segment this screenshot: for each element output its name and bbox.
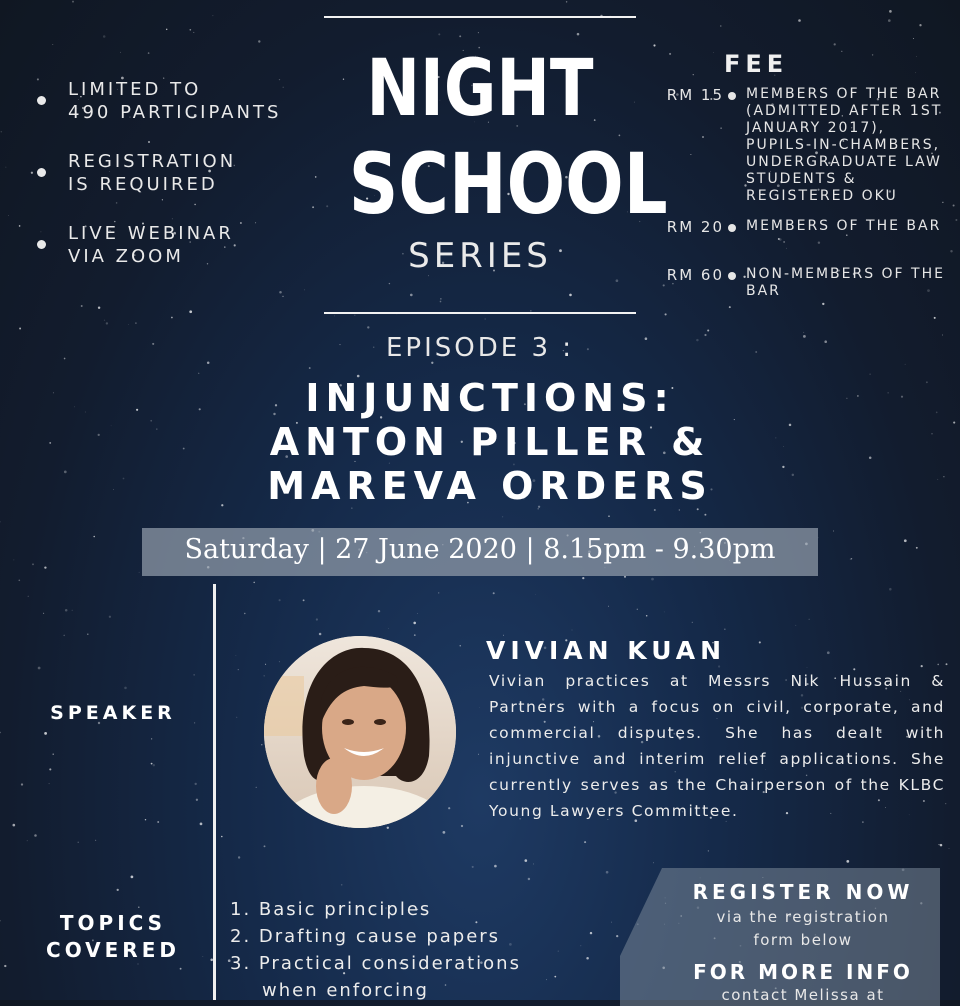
star-dot xyxy=(569,294,572,297)
topics-label: TOPICS COVERED xyxy=(30,910,196,964)
fee-description: MEMBERS OF THE BAR (ADMITTED AFTER 1ST JANUARY 2017), PUPILS-IN-CHAMBERS, UNDERGRADUATE LAW STUDENTS & REGISTERED OKU xyxy=(746,86,958,205)
star-dot xyxy=(49,783,50,784)
star-dot xyxy=(27,840,28,841)
star-dot xyxy=(872,54,873,55)
star-dot xyxy=(195,783,197,785)
section-divider xyxy=(213,584,216,1000)
title-top-rule xyxy=(324,16,636,18)
star-dot xyxy=(28,596,29,597)
star-dot xyxy=(120,52,121,53)
star-dot xyxy=(916,547,918,549)
list-item: 2. Drafting cause papers xyxy=(230,923,560,950)
star-dot xyxy=(151,763,153,765)
star-dot xyxy=(946,663,948,665)
star-dot xyxy=(945,803,946,804)
star-dot xyxy=(354,315,355,316)
star-dot xyxy=(388,628,389,629)
bullet-dot xyxy=(728,224,736,232)
star-dot xyxy=(590,932,592,934)
star-dot xyxy=(31,172,33,174)
star-dot xyxy=(654,509,656,511)
star-dot xyxy=(135,322,137,324)
star-dot xyxy=(913,38,914,39)
star-dot xyxy=(611,922,612,923)
star-dot xyxy=(448,807,450,809)
star-dot xyxy=(939,844,940,845)
star-dot xyxy=(265,664,266,665)
star-dot xyxy=(87,633,88,634)
star-dot xyxy=(194,722,195,723)
star-dot xyxy=(166,29,167,30)
star-dot xyxy=(180,968,182,970)
star-dot xyxy=(221,836,223,838)
star-dot xyxy=(566,1,567,2)
star-dot xyxy=(244,613,245,614)
star-dot xyxy=(124,687,127,690)
star-dot xyxy=(253,582,255,584)
star-dot xyxy=(316,618,318,620)
star-dot xyxy=(38,667,41,670)
star-dot xyxy=(809,619,810,620)
info-item-webinar: LIVE WEBINAR VIA ZOOM xyxy=(36,222,336,268)
event-info-list xyxy=(36,78,336,294)
star-dot xyxy=(0,920,1,921)
bullet-dot xyxy=(728,272,736,280)
star-dot xyxy=(679,509,680,510)
title-bottom-rule xyxy=(324,312,636,314)
star-dot xyxy=(44,732,47,735)
star-dot xyxy=(846,860,849,863)
info-item-registration: REGISTRATION IS REQUIRED xyxy=(36,150,336,196)
star-dot xyxy=(586,957,589,960)
star-dot xyxy=(43,613,44,614)
star-dot xyxy=(795,625,796,626)
star-dot xyxy=(18,579,20,581)
star-dot xyxy=(128,324,129,325)
star-dot xyxy=(303,599,305,601)
star-dot xyxy=(196,799,198,801)
star-dot xyxy=(479,707,480,708)
star-dot xyxy=(949,848,950,849)
star-dot xyxy=(759,641,761,643)
register-instructions: via the registration form below xyxy=(660,906,946,952)
star-dot xyxy=(485,319,486,320)
star-dot xyxy=(198,373,199,374)
star-dot xyxy=(282,296,283,297)
star-dot xyxy=(697,508,699,510)
star-dot xyxy=(236,717,237,718)
star-dot xyxy=(651,578,654,581)
star-dot xyxy=(309,367,311,369)
star-dot xyxy=(921,665,923,667)
star-dot xyxy=(528,878,530,880)
star-dot xyxy=(690,154,691,155)
star-dot xyxy=(397,314,398,315)
star-dot xyxy=(139,572,140,573)
star-dot xyxy=(646,615,648,617)
star-dot xyxy=(109,616,111,618)
bullet-dot xyxy=(728,92,736,100)
star-dot xyxy=(783,241,784,242)
star-dot xyxy=(193,32,194,33)
star-dot xyxy=(72,1,74,3)
star-dot xyxy=(389,283,390,284)
star-dot xyxy=(367,326,369,328)
star-dot xyxy=(692,622,693,623)
star-dot xyxy=(533,863,534,864)
star-dot xyxy=(104,320,105,321)
star-dot xyxy=(279,661,280,662)
star-dot xyxy=(834,43,836,45)
speaker-avatar xyxy=(264,636,456,828)
star-dot xyxy=(818,241,820,243)
star-dot xyxy=(535,594,536,595)
star-dot xyxy=(410,294,413,297)
star-dot xyxy=(606,871,609,874)
fee-price: RM 20 xyxy=(654,218,724,236)
more-info-heading: FOR MORE INFO xyxy=(660,960,946,984)
star-dot xyxy=(1,131,2,132)
star-dot xyxy=(279,599,281,601)
star-dot xyxy=(138,907,139,908)
star-dot xyxy=(378,610,380,612)
star-dot xyxy=(713,52,714,53)
star-dot xyxy=(261,744,262,745)
star-dot xyxy=(653,44,655,46)
star-dot xyxy=(4,965,6,967)
star-dot xyxy=(343,79,344,80)
star-dot xyxy=(888,19,891,22)
star-dot xyxy=(6,167,7,168)
star-dot xyxy=(934,317,936,319)
star-dot xyxy=(634,102,635,103)
star-dot xyxy=(472,866,474,868)
star-dot xyxy=(8,215,9,216)
star-dot xyxy=(786,248,787,249)
contact-text: contact Melissa at xyxy=(660,986,946,1004)
star-dot xyxy=(19,328,21,330)
star-dot xyxy=(493,592,495,594)
list-item: 1. Basic principles xyxy=(230,896,560,923)
star-dot xyxy=(778,238,780,240)
star-dot xyxy=(577,33,580,36)
star-dot xyxy=(798,19,801,22)
star-dot xyxy=(443,831,446,834)
star-dot xyxy=(653,862,654,863)
star-dot xyxy=(608,606,609,607)
star-dot xyxy=(438,33,440,35)
star-dot xyxy=(103,35,106,38)
star-dot xyxy=(189,29,191,31)
star-dot xyxy=(919,24,921,26)
star-dot xyxy=(52,44,53,45)
star-dot xyxy=(21,783,23,785)
star-dot xyxy=(580,945,581,946)
star-dot xyxy=(98,306,100,308)
list-item: 3. Practical considerations xyxy=(230,950,560,977)
star-dot xyxy=(189,310,192,313)
star-dot xyxy=(44,566,46,568)
star-dot xyxy=(200,823,203,826)
date-time-text: Saturday | 27 June 2020 | 8.15pm - 9.30pm xyxy=(142,534,818,565)
star-dot xyxy=(256,787,257,788)
star-dot xyxy=(665,313,667,315)
star-dot xyxy=(151,738,152,739)
speaker-portrait-icon xyxy=(264,636,456,828)
star-dot xyxy=(889,10,892,13)
title-school: SCHOOL xyxy=(349,142,611,226)
star-dot xyxy=(724,629,725,630)
star-dot xyxy=(131,876,134,879)
star-dot xyxy=(95,840,96,841)
speaker-bio: Vivian practices at Messrs Nik Hussain & Partners with a focus on civil, corporate, and commercial disputes. She has dealt with injunctive and interim relief applications. She currently serves as the Chairperson of the KLBC Young Lawyers Committee. xyxy=(489,668,945,824)
star-dot xyxy=(387,827,389,829)
star-dot xyxy=(413,622,416,625)
fee-description: MEMBERS OF THE BAR xyxy=(746,218,958,235)
star-dot xyxy=(637,609,638,610)
star-dot xyxy=(693,74,694,75)
fee-heading: FEE xyxy=(724,50,788,78)
star-dot xyxy=(702,136,704,138)
star-dot xyxy=(13,824,16,827)
star-dot xyxy=(440,298,441,299)
star-dot xyxy=(537,508,539,510)
star-dot xyxy=(889,588,892,591)
star-dot xyxy=(608,515,610,517)
star-dot xyxy=(904,539,907,542)
star-dot xyxy=(417,613,418,614)
star-dot xyxy=(414,634,416,636)
star-dot xyxy=(171,317,173,319)
title-night: NIGHT xyxy=(349,50,611,128)
star-dot xyxy=(34,834,37,837)
star-dot xyxy=(822,303,824,305)
star-dot xyxy=(704,514,706,516)
fee-description: NON-MEMBERS OF THE BAR xyxy=(746,266,958,300)
star-dot xyxy=(264,845,266,847)
star-dot xyxy=(19,225,21,227)
episode-label: EPISODE 3 : xyxy=(0,333,960,363)
star-dot xyxy=(708,850,709,851)
star-dot xyxy=(53,754,54,755)
star-dot xyxy=(117,889,119,891)
fee-price: RM 60 xyxy=(654,266,724,284)
star-dot xyxy=(145,819,146,820)
star-dot xyxy=(78,842,79,843)
star-dot xyxy=(851,558,852,559)
star-dot xyxy=(14,560,15,561)
star-dot xyxy=(502,516,503,517)
star-dot xyxy=(238,856,240,858)
star-dot xyxy=(106,322,108,324)
star-dot xyxy=(905,364,906,365)
star-dot xyxy=(461,825,463,827)
star-dot xyxy=(720,127,721,128)
star-dot xyxy=(148,52,150,54)
star-dot xyxy=(65,609,68,612)
star-dot xyxy=(663,284,665,286)
topics-list xyxy=(230,896,560,1004)
star-dot xyxy=(341,884,343,886)
list-item: when enforcing xyxy=(230,977,560,1004)
star-dot xyxy=(63,635,65,637)
star-dot xyxy=(319,633,322,636)
star-dot xyxy=(664,612,665,613)
register-now-heading: REGISTER NOW xyxy=(660,880,946,904)
speaker-name: VIVIAN KUAN xyxy=(486,636,726,665)
star-dot xyxy=(915,72,916,73)
star-dot xyxy=(81,305,83,307)
star-dot xyxy=(869,373,870,374)
star-dot xyxy=(478,754,479,755)
star-dot xyxy=(916,56,917,57)
star-dot xyxy=(582,577,584,579)
star-dot xyxy=(258,40,260,42)
star-dot xyxy=(524,859,527,862)
star-dot xyxy=(213,15,214,16)
star-dot xyxy=(494,865,497,868)
star-dot xyxy=(624,576,626,578)
star-dot xyxy=(729,306,731,308)
star-dot xyxy=(263,675,265,677)
star-dot xyxy=(460,645,461,646)
fee-price: RM 15 xyxy=(654,86,724,104)
star-dot xyxy=(827,651,830,654)
star-dot xyxy=(478,32,479,33)
star-dot xyxy=(194,674,195,675)
star-dot xyxy=(940,844,943,847)
star-dot xyxy=(153,764,155,766)
star-dot xyxy=(841,51,842,52)
episode-title: INJUNCTIONS: ANTON PILLER & MAREVA ORDERS xyxy=(0,376,960,508)
star-dot xyxy=(236,655,237,656)
star-dot xyxy=(572,630,573,631)
star-dot xyxy=(669,53,671,55)
star-dot xyxy=(72,610,73,611)
info-item-participants: LIMITED TO 490 PARTICIPANTS xyxy=(36,78,336,124)
star-dot xyxy=(707,329,709,331)
star-dot xyxy=(937,664,939,666)
star-dot xyxy=(238,669,239,670)
star-dot xyxy=(49,768,51,770)
star-dot xyxy=(32,563,34,565)
star-dot xyxy=(584,841,586,843)
star-dot xyxy=(202,956,203,957)
star-dot xyxy=(459,35,461,37)
star-dot xyxy=(950,250,952,252)
star-dot xyxy=(334,316,335,317)
star-dot xyxy=(0,732,1,733)
star-dot xyxy=(833,531,834,532)
star-dot xyxy=(93,536,95,538)
star-dot xyxy=(157,821,159,823)
title-series: SERIES xyxy=(320,236,640,276)
star-dot xyxy=(616,279,619,282)
star-dot xyxy=(440,301,442,303)
star-dot xyxy=(850,559,851,560)
speaker-label: SPEAKER xyxy=(40,702,186,724)
star-dot xyxy=(720,25,721,26)
star-dot xyxy=(438,592,439,593)
